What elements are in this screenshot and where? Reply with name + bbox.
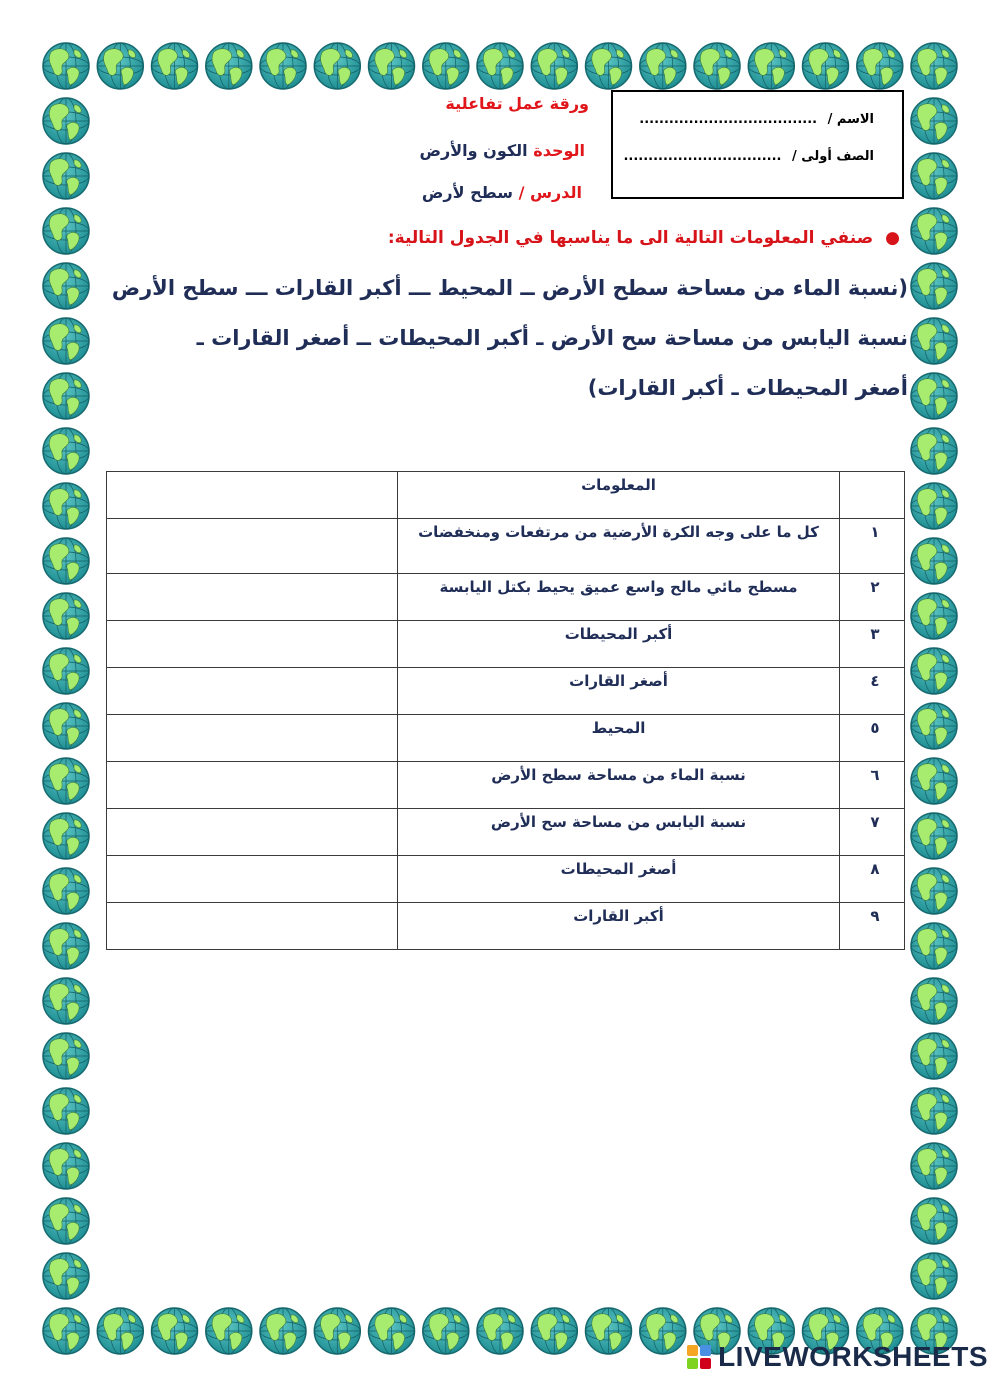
globe-icon: [43, 703, 89, 749]
header-num-cell: [840, 472, 905, 519]
answer-field[interactable]: [107, 856, 398, 903]
answer-field[interactable]: [107, 809, 398, 856]
globe-icon: [43, 428, 89, 474]
lesson-value: سطح لأرض: [421, 183, 513, 202]
answer-field[interactable]: [107, 574, 398, 621]
name-label: الاسم /: [827, 112, 874, 127]
globe-icon: [206, 1308, 252, 1354]
globe-icon: [43, 1143, 89, 1189]
globe-icon: [911, 923, 957, 969]
answer-field[interactable]: [107, 903, 398, 950]
globe-icon: [43, 1088, 89, 1134]
row-info: أكبر القارات: [398, 903, 840, 950]
table-row: [107, 668, 905, 715]
row-number: ٩: [840, 903, 905, 950]
globe-icon: [911, 483, 957, 529]
liveworksheets-logo-icon: [686, 1343, 714, 1371]
globe-icon: [43, 1033, 89, 1079]
word-bank-line-3: أصغر المحيطات ـ أكبر القارات): [587, 376, 908, 400]
globe-icon: [911, 1253, 957, 1299]
unit-value: الكون والأرض: [419, 141, 528, 160]
grade-line: [623, 149, 874, 164]
table-row: [107, 519, 905, 574]
globe-icon: [911, 318, 957, 364]
globe-icon: [260, 1308, 306, 1354]
row-number: ٤: [840, 668, 905, 715]
globe-icon: [43, 153, 89, 199]
globe-icon: [911, 703, 957, 749]
table-row: [107, 809, 905, 856]
row-info: نسبة الماء من مساحة سطح الأرض: [398, 762, 840, 809]
globe-icon: [694, 43, 740, 89]
table-row: [107, 856, 905, 903]
row-number: ٧: [840, 809, 905, 856]
globe-icon: [97, 1308, 143, 1354]
globe-icon: [369, 43, 415, 89]
answer-field[interactable]: [107, 668, 398, 715]
row-info: نسبة اليابس من مساحة سح الأرض: [398, 809, 840, 856]
globe-icon: [43, 978, 89, 1024]
bullet-icon: ●: [885, 228, 900, 248]
globe-icon: [43, 923, 89, 969]
row-info: أصغر القارات: [398, 668, 840, 715]
answer-field[interactable]: [107, 621, 398, 668]
globe-icon: [911, 98, 957, 144]
name-field[interactable]: ....................................: [639, 112, 818, 127]
globe-icon: [97, 43, 143, 89]
globe-icon: [152, 1308, 198, 1354]
globe-icon: [911, 1088, 957, 1134]
instruction-text: صنفي المعلومات التالية الى ما يناسبها في الجدول التالية:: [387, 228, 874, 248]
globe-icon: [857, 43, 903, 89]
row-info: المحيط: [398, 715, 840, 762]
globe-icon: [423, 1308, 469, 1354]
lesson-label: الدرس /: [518, 183, 582, 202]
globe-icon: [314, 1308, 360, 1354]
globe-icon: [911, 373, 957, 419]
globe-icon: [911, 208, 957, 254]
table-row: [107, 574, 905, 621]
globe-icon: [911, 758, 957, 804]
globe-icon: [43, 648, 89, 694]
globe-icon: [423, 43, 469, 89]
globe-icon: [911, 1033, 957, 1079]
globe-icon: [206, 43, 252, 89]
globe-icon: [586, 1308, 632, 1354]
globe-icon: [477, 43, 523, 89]
globe-icon: [369, 1308, 415, 1354]
word-bank-line-2: نسبة اليابس من مساحة سح الأرض ـ أكبر المحيطات ــ أصغر القارات ـ: [196, 326, 908, 350]
table-row: [107, 903, 905, 950]
name-line: [639, 112, 874, 127]
header-info-cell: المعلومات: [398, 472, 840, 519]
globe-icon: [911, 43, 957, 89]
globe-icon: [43, 483, 89, 529]
globe-icon: [43, 373, 89, 419]
globe-icon: [43, 98, 89, 144]
table-row: [107, 715, 905, 762]
lesson-line: [422, 183, 582, 202]
globe-icon: [911, 428, 957, 474]
row-number: ٨: [840, 856, 905, 903]
globe-icon: [43, 868, 89, 914]
liveworksheets-logo-text: LIVEWORKSHEETS: [718, 1341, 988, 1372]
answer-field[interactable]: [107, 762, 398, 809]
answer-field[interactable]: [107, 519, 398, 574]
unit-line: [420, 141, 585, 160]
globe-icon: [640, 43, 686, 89]
row-number: ١: [840, 519, 905, 574]
answer-field[interactable]: [107, 715, 398, 762]
row-number: ٥: [840, 715, 905, 762]
globe-icon: [260, 43, 306, 89]
row-number: ٦: [840, 762, 905, 809]
globe-icon: [640, 1308, 686, 1354]
globe-icon: [43, 1308, 89, 1354]
globe-icon: [43, 1198, 89, 1244]
word-bank-line-1: (نسبة الماء من مساحة سطح الأرض ــ المحيط ـــ أكبر القارات ـــ سطح الأرض: [111, 276, 908, 300]
globe-icon: [43, 813, 89, 859]
table-row: [107, 762, 905, 809]
globe-icon: [43, 538, 89, 584]
unit-label: الوحدة: [533, 141, 585, 160]
row-info: مسطح مائي مالح واسع عميق يحيط بكتل اليابسة: [398, 574, 840, 621]
globe-icon: [748, 43, 794, 89]
liveworksheets-logo[interactable]: [686, 1340, 988, 1374]
globe-icon: [43, 593, 89, 639]
table-row: [107, 621, 905, 668]
globe-icon: [152, 43, 198, 89]
table-header-row: [107, 472, 905, 519]
globe-icon: [314, 43, 360, 89]
globe-icon: [477, 1308, 523, 1354]
globe-icon: [43, 208, 89, 254]
student-info-box: [611, 90, 904, 199]
instruction-line: [388, 228, 900, 248]
globe-icon: [911, 648, 957, 694]
globe-icon: [43, 43, 89, 89]
grade-label: الصف أولى /: [792, 149, 874, 164]
globe-icon: [43, 318, 89, 364]
globe-icon: [911, 263, 957, 309]
globe-icon: [911, 1198, 957, 1244]
row-info: أكبر المحيطات: [398, 621, 840, 668]
globe-icon: [911, 813, 957, 859]
row-info: كل ما على وجه الكرة الأرضية من مرتفعات ومنخفضات: [398, 519, 840, 574]
globe-icon: [911, 1143, 957, 1189]
globe-icon: [803, 43, 849, 89]
worksheet-title: ورقة عمل تفاعلية: [445, 94, 589, 113]
globe-icon: [911, 153, 957, 199]
globe-icon: [911, 593, 957, 639]
globe-icon: [43, 1253, 89, 1299]
globe-icon: [911, 978, 957, 1024]
globe-icon: [43, 758, 89, 804]
row-info: أصغر المحيطات: [398, 856, 840, 903]
row-number: ٢: [840, 574, 905, 621]
globe-icon: [531, 43, 577, 89]
header-answer-cell: [107, 472, 398, 519]
globe-icon: [531, 1308, 577, 1354]
globe-icon: [586, 43, 632, 89]
globe-icon: [43, 263, 89, 309]
globe-icon: [911, 538, 957, 584]
globe-icon: [911, 868, 957, 914]
row-number: ٣: [840, 621, 905, 668]
grade-field[interactable]: ................................: [623, 149, 782, 164]
classification-table: [106, 471, 905, 950]
